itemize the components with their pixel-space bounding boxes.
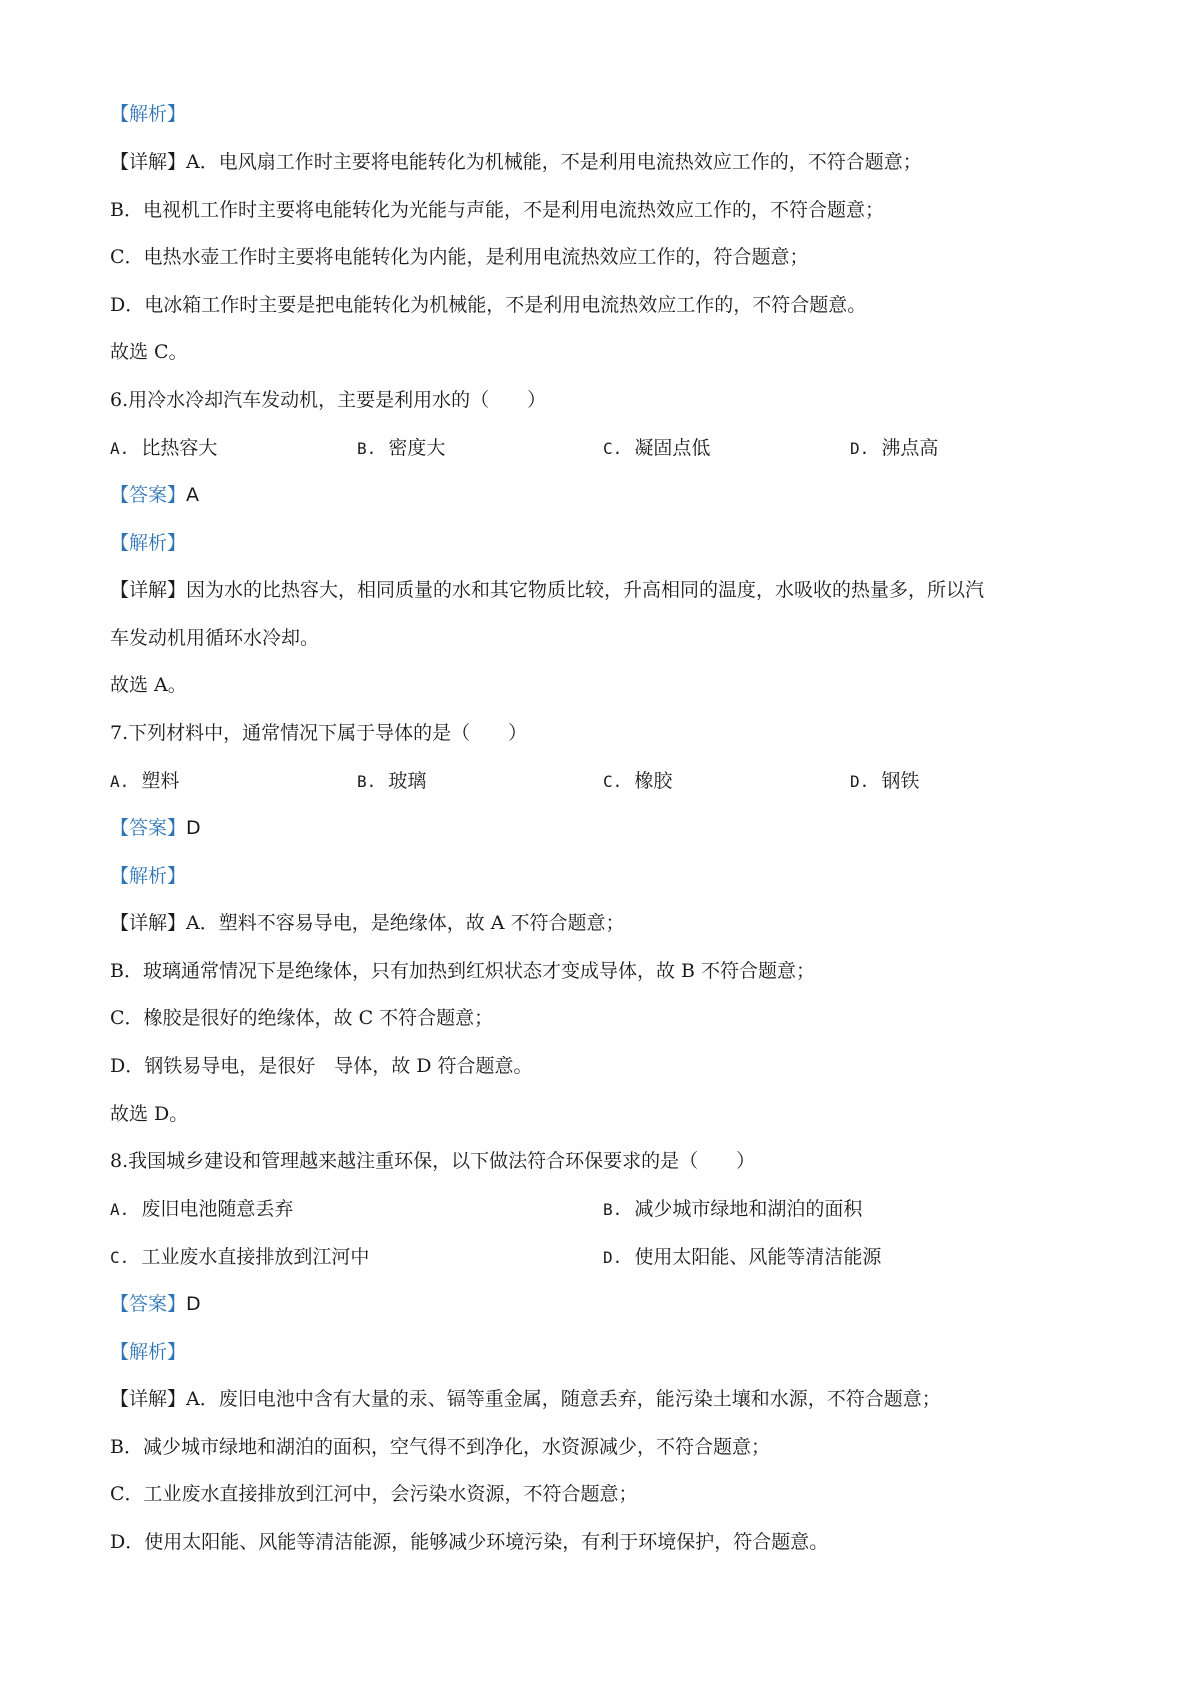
q6-option-d — [850, 436, 938, 461]
q5-conclusion: 故选 C。 — [110, 341, 188, 363]
q7-detail-line: C．橡胶是很好的绝缘体，故 C 不符合题意； — [110, 1007, 494, 1029]
option-letter: D. — [850, 772, 870, 791]
q6-detail-line: 车发动机用循环水冷却。 — [110, 627, 320, 649]
option-letter: A. — [110, 772, 130, 791]
option-text: 橡胶 — [634, 770, 673, 792]
q7-question: 7.下列材料中，通常情况下属于导体的是（ ） — [110, 722, 528, 744]
option-letter: C. — [603, 772, 623, 791]
q6-option-a — [110, 436, 217, 461]
q8-answer — [110, 1292, 201, 1316]
q6-answer — [110, 483, 199, 507]
answer-value: D — [186, 817, 201, 839]
option-text: 废旧电池随意丢弃 — [141, 1198, 294, 1220]
q7-detail-line: B．玻璃通常情况下是绝缘体，只有加热到红炽状态才变成导体，故 B 不符合题意； — [110, 960, 816, 982]
q6-option-b — [357, 436, 445, 461]
q5-detail-line: 【详解】A．电风扇工作时主要将电能转化为机械能，不是利用电流热效应工作的，不符合题意； — [110, 151, 922, 173]
q6-conclusion: 故选 A。 — [110, 674, 187, 696]
q7-conclusion: 故选 D。 — [110, 1103, 189, 1125]
q8-detail-line: 【详解】A．废旧电池中含有大量的汞、镉等重金属，随意丢弃，能污染土壤和水源，不符合题意； — [110, 1388, 941, 1410]
option-letter: D. — [850, 439, 870, 458]
option-letter: C. — [603, 439, 623, 458]
answer-value: D — [186, 1293, 201, 1315]
q6-option-c — [603, 436, 710, 461]
answer-label: 【答案】 — [110, 1293, 187, 1315]
q5-detail-line: C．电热水壶工作时主要将电能转化为内能，是利用电流热效应工作的，符合题意； — [110, 246, 809, 268]
option-letter: B. — [357, 439, 377, 458]
option-letter: B. — [603, 1200, 623, 1219]
q8-option-b — [603, 1197, 862, 1222]
option-letter: C. — [110, 1248, 130, 1267]
answer-label: 【答案】 — [110, 484, 187, 506]
option-text: 凝固点低 — [634, 437, 711, 459]
option-letter: A. — [110, 439, 130, 458]
answer-value: A — [186, 484, 200, 506]
q8-detail-line: D．使用太阳能、风能等清洁能源，能够减少环境污染，有利于环境保护，符合题意。 — [110, 1531, 829, 1553]
option-text: 使用太阳能、风能等清洁能源 — [634, 1246, 882, 1268]
option-text: 沸点高 — [881, 437, 939, 459]
q5-analysis-label: 【解析】 — [110, 103, 187, 125]
option-letter: A. — [110, 1200, 130, 1219]
option-text: 减少城市绿地和湖泊的面积 — [634, 1198, 863, 1220]
q7-option-b — [357, 769, 426, 794]
option-text: 工业废水直接排放到江河中 — [141, 1246, 370, 1268]
option-text: 比热容大 — [141, 437, 218, 459]
q7-analysis-label: 【解析】 — [110, 865, 187, 887]
option-letter: B. — [357, 772, 377, 791]
q7-detail-line: D．钢铁易导电，是很好 导体，故 D 符合题意。 — [110, 1055, 533, 1077]
option-text: 玻璃 — [388, 770, 427, 792]
q8-analysis-label: 【解析】 — [110, 1341, 187, 1363]
q6-detail-line: 【详解】因为水的比热容大，相同质量的水和其它物质比较，升高相同的温度，水吸收的热量多，所以汽 — [110, 579, 985, 601]
option-letter: D. — [603, 1248, 623, 1267]
q7-answer — [110, 816, 201, 840]
q5-detail-line: D．电冰箱工作时主要是把电能转化为机械能，不是利用电流热效应工作的，不符合题意。 — [110, 294, 867, 316]
q6-question: 6.用冷水冷却汽车发动机，主要是利用水的（ ） — [110, 389, 547, 411]
q8-question: 8.我国城乡建设和管理越来越注重环保，以下做法符合环保要求的是（ ） — [110, 1150, 756, 1172]
q7-option-c — [603, 769, 672, 794]
option-text: 塑料 — [141, 770, 180, 792]
q8-detail-line: B．减少城市绿地和湖泊的面积，空气得不到净化，水资源减少，不符合题意； — [110, 1436, 770, 1458]
option-text: 密度大 — [388, 437, 446, 459]
q7-detail-line: 【详解】A．塑料不容易导电，是绝缘体，故 A 不符合题意； — [110, 912, 625, 934]
q8-option-c — [110, 1245, 369, 1270]
q8-option-d — [603, 1245, 881, 1270]
q8-option-a — [110, 1197, 293, 1222]
answer-label: 【答案】 — [110, 817, 187, 839]
q5-detail-line: B．电视机工作时主要将电能转化为光能与声能，不是利用电流热效应工作的，不符合题意； — [110, 199, 884, 221]
option-text: 钢铁 — [881, 770, 920, 792]
q7-option-d — [850, 769, 919, 794]
q8-detail-line: C．工业废水直接排放到江河中，会污染水资源，不符合题意； — [110, 1483, 638, 1505]
q7-option-a — [110, 769, 179, 794]
q6-analysis-label: 【解析】 — [110, 532, 187, 554]
